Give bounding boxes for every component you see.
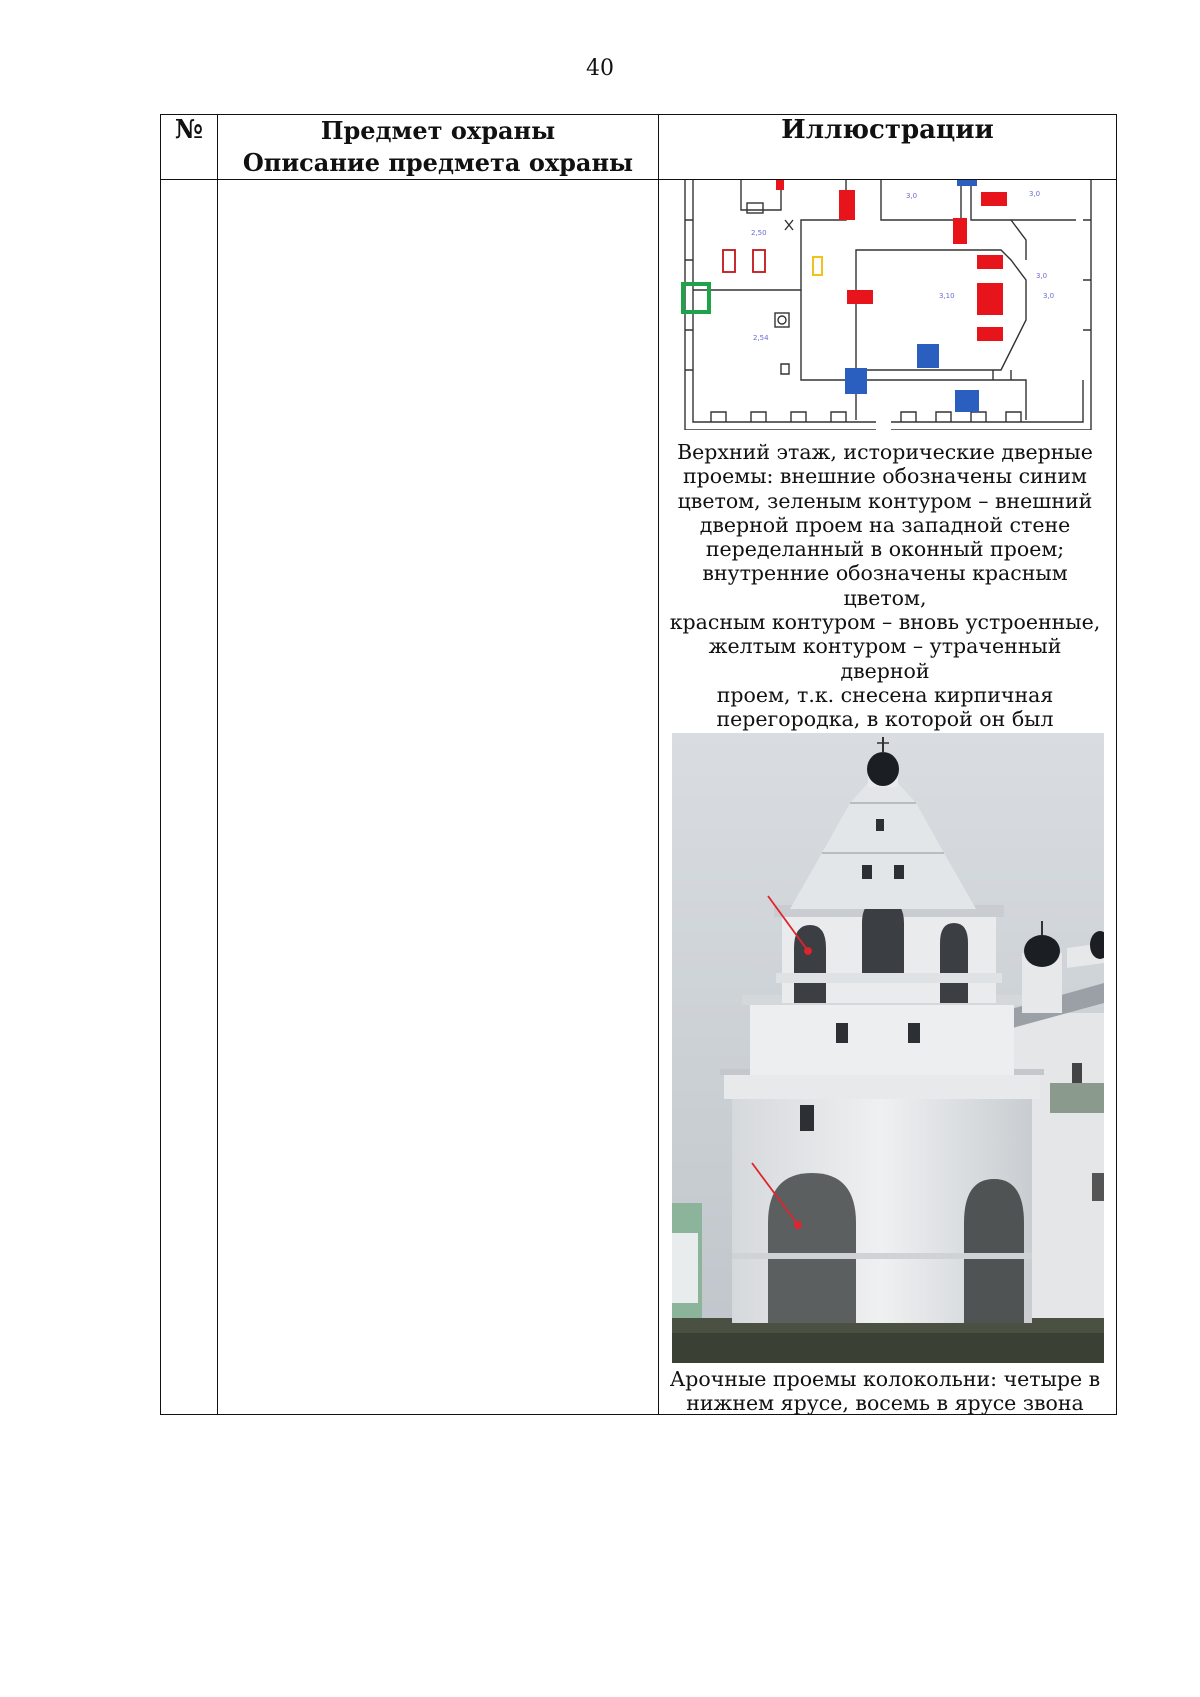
- header-number: №: [161, 115, 218, 180]
- plan-caption-line: внутренние обозначены красным цветом,: [702, 561, 1068, 610]
- plan-caption-line: желтым контуром – утраченный дверной: [708, 634, 1062, 683]
- header-subject-line1: Предмет охраны: [320, 116, 556, 145]
- bell-tower-drawing: [672, 733, 1104, 1363]
- table-row: [161, 180, 1117, 1415]
- plan-caption-line: проем, т.к. снесена кирпичная: [716, 682, 1054, 707]
- plan-caption-line: Верхний этаж, исторические дверные: [677, 440, 1093, 464]
- floor-plan-drawing: [681, 180, 1109, 430]
- svg-text:3,0: 3,0: [1043, 292, 1055, 300]
- header-subject-line2: Описание предмета охраны: [242, 148, 634, 177]
- svg-text:3,0: 3,0: [1029, 190, 1041, 198]
- svg-text:2,50: 2,50: [751, 229, 767, 237]
- photo-caption-line: Арочные проемы колокольни: четыре в: [669, 1367, 1101, 1391]
- plan-caption-line: перегородка, в которой он был: [716, 707, 1054, 732]
- table-header-row: [161, 115, 1117, 180]
- plan-caption-line: цветом, зеленым контуром – внешний: [677, 488, 1093, 513]
- svg-text:3,0: 3,0: [906, 192, 918, 200]
- illustrations-cell: [659, 180, 1117, 1415]
- plan-caption-line: проемы: внешние обозначены синим: [682, 464, 1087, 489]
- svg-text:2,54: 2,54: [753, 334, 769, 342]
- plan-caption: [667, 440, 1103, 756]
- photo-caption: [667, 1367, 1103, 1416]
- header-illustrations: Иллюстрации: [659, 115, 1117, 180]
- subject-cell: [218, 180, 659, 1415]
- photo-caption-line: нижнем ярусе, восемь в ярусе звона: [686, 1391, 1084, 1416]
- plan-caption-line: переделанный в оконный проем;: [705, 537, 1065, 562]
- page-number: 40: [586, 56, 614, 81]
- svg-text:3,0: 3,0: [1036, 272, 1048, 280]
- floor-plan-image: [681, 180, 1109, 430]
- bell-tower-photo: [672, 733, 1104, 1363]
- number-cell: [161, 180, 218, 1415]
- protection-table: [160, 114, 1117, 1415]
- svg-text:3,10: 3,10: [939, 292, 955, 300]
- plan-caption-line: дверной проем на западной стене: [699, 512, 1071, 537]
- header-subject: [218, 115, 659, 180]
- plan-caption-line: красным контуром – вновь устроенные,: [669, 610, 1101, 635]
